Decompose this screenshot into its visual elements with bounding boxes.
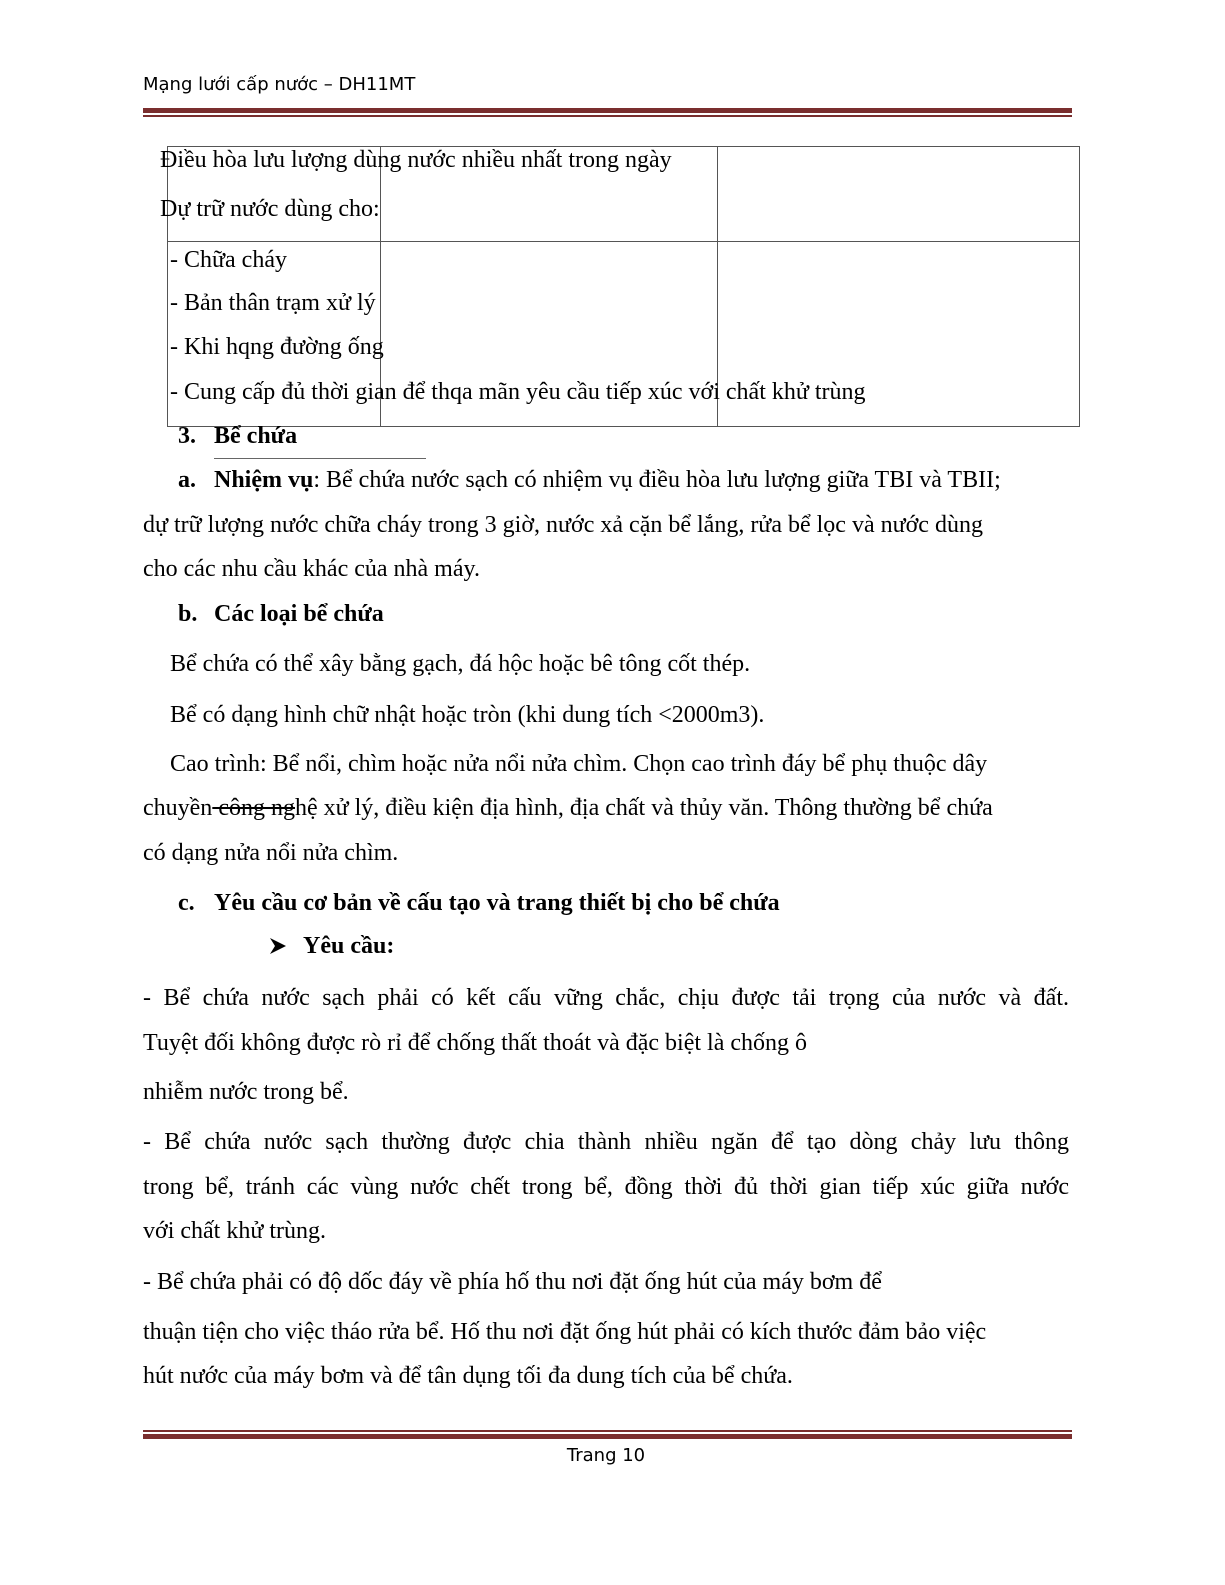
paragraph-line: Bể chứa có thể xây bằng gạch, đá hộc hoặc bê tông cốt thép.	[170, 651, 751, 677]
list-marker: b.	[178, 601, 198, 627]
paragraph-line: - Bể chứa nước sạch thường được chia thành nhiều ngăn để tạo dòng chảy lưu thông	[143, 1129, 1069, 1155]
subsection-title: Các loại bể chứa	[214, 601, 384, 627]
table-cell-text: - Bản thân trạm xử lý	[170, 290, 376, 316]
footer-rule	[143, 1430, 1072, 1439]
table-border-right	[1079, 146, 1080, 427]
paragraph-line: - Bể chứa nước sạch phải có kết cấu vững chắc, chịu được tải trọng của nước và đất.	[143, 985, 1069, 1011]
divider	[214, 458, 426, 459]
header-rule	[143, 108, 1072, 117]
table-cell-text: - Khi hqng đường ống	[170, 334, 384, 360]
paragraph-line: với chất khử trùng.	[143, 1218, 326, 1244]
table-row-divider	[167, 241, 1080, 242]
paragraph-line: có dạng nửa nổi nửa chìm.	[143, 840, 399, 866]
paragraph-line: - Bể chứa phải có độ dốc đáy về phía hố thu nơi đặt ống hút của máy bơm để	[143, 1269, 882, 1295]
page-number: Trang 10	[566, 1445, 646, 1466]
table-border-bottom	[167, 426, 1080, 427]
table-cell-text: - Cung cấp đủ thời gian để thqa mãn yêu cầu tiếp xúc với chất khử trùng	[170, 379, 866, 405]
table-cell-text: Dự trữ nước dùng cho:	[160, 196, 380, 222]
table-cell-text: Điều hòa lưu lượng dùng nước nhiều nhất trong ngày	[160, 147, 672, 173]
inline-text: chuyền	[143, 795, 213, 821]
table-border-left	[167, 146, 168, 427]
inline-text: hệ xử lý, điều kiện địa hình, địa chất và thủy văn. Thông thường bể chứa	[294, 795, 993, 821]
subsection-title: Yêu cầu cơ bản về cấu tạo và trang thiết bị cho bể chứa	[214, 890, 780, 916]
header-title: Mạng lưới cấp nước – DH11MT	[143, 74, 416, 95]
paragraph-line: Bể có dạng hình chữ nhật hoặc tròn (khi dung tích <2000m3).	[170, 702, 765, 728]
paragraph-line: thuận tiện cho việc tháo rửa bể. Hố thu nơi đặt ống hút phải có kích thước đảm bảo việc	[143, 1319, 987, 1345]
paragraph-line: hút nước của máy bơm và để tân dụng tối đa dung tích của bể chứa.	[143, 1363, 793, 1389]
arrowhead-bullet-icon	[269, 937, 287, 960]
strikethrough-text: công ng	[212, 795, 295, 821]
section-title: Bể chứa	[214, 423, 298, 449]
table-cell-text: - Chữa cháy	[170, 247, 287, 273]
paragraph-line: cho các nhu cầu khác của nhà máy.	[143, 556, 480, 582]
paragraph-line: Cao trình: Bể nổi, chìm hoặc nửa nổi nửa chìm. Chọn cao trình đáy bể phụ thuộc dây	[170, 751, 988, 777]
paragraph-line	[143, 794, 993, 822]
paragraph-line	[214, 466, 1001, 494]
paragraph-line: dự trữ lượng nước chữa cháy trong 3 giờ, nước xả cặn bể lắng, rửa bể lọc và nước dùng	[143, 512, 983, 538]
inline-text: : Bể chứa nước sạch có nhiệm vụ điều hòa lưu lượng giữa TBI và TBII;	[313, 467, 1001, 493]
list-marker: c.	[178, 890, 195, 916]
paragraph-line: nhiễm nước trong bể.	[143, 1079, 349, 1105]
paragraph-line: trong bể, tránh các vùng nước chết trong bể, đồng thời đủ thời gian tiếp xúc giữa nước	[143, 1174, 1069, 1200]
list-marker: a.	[178, 467, 196, 493]
paragraph-line: Tuyệt đối không được rò rỉ để chống thất thoát và đặc biệt là chống ô	[143, 1030, 808, 1056]
section-number: 3.	[178, 423, 196, 449]
bullet-subtitle: Yêu cầu:	[303, 933, 395, 959]
inline-label: Nhiệm vụ	[214, 467, 314, 493]
